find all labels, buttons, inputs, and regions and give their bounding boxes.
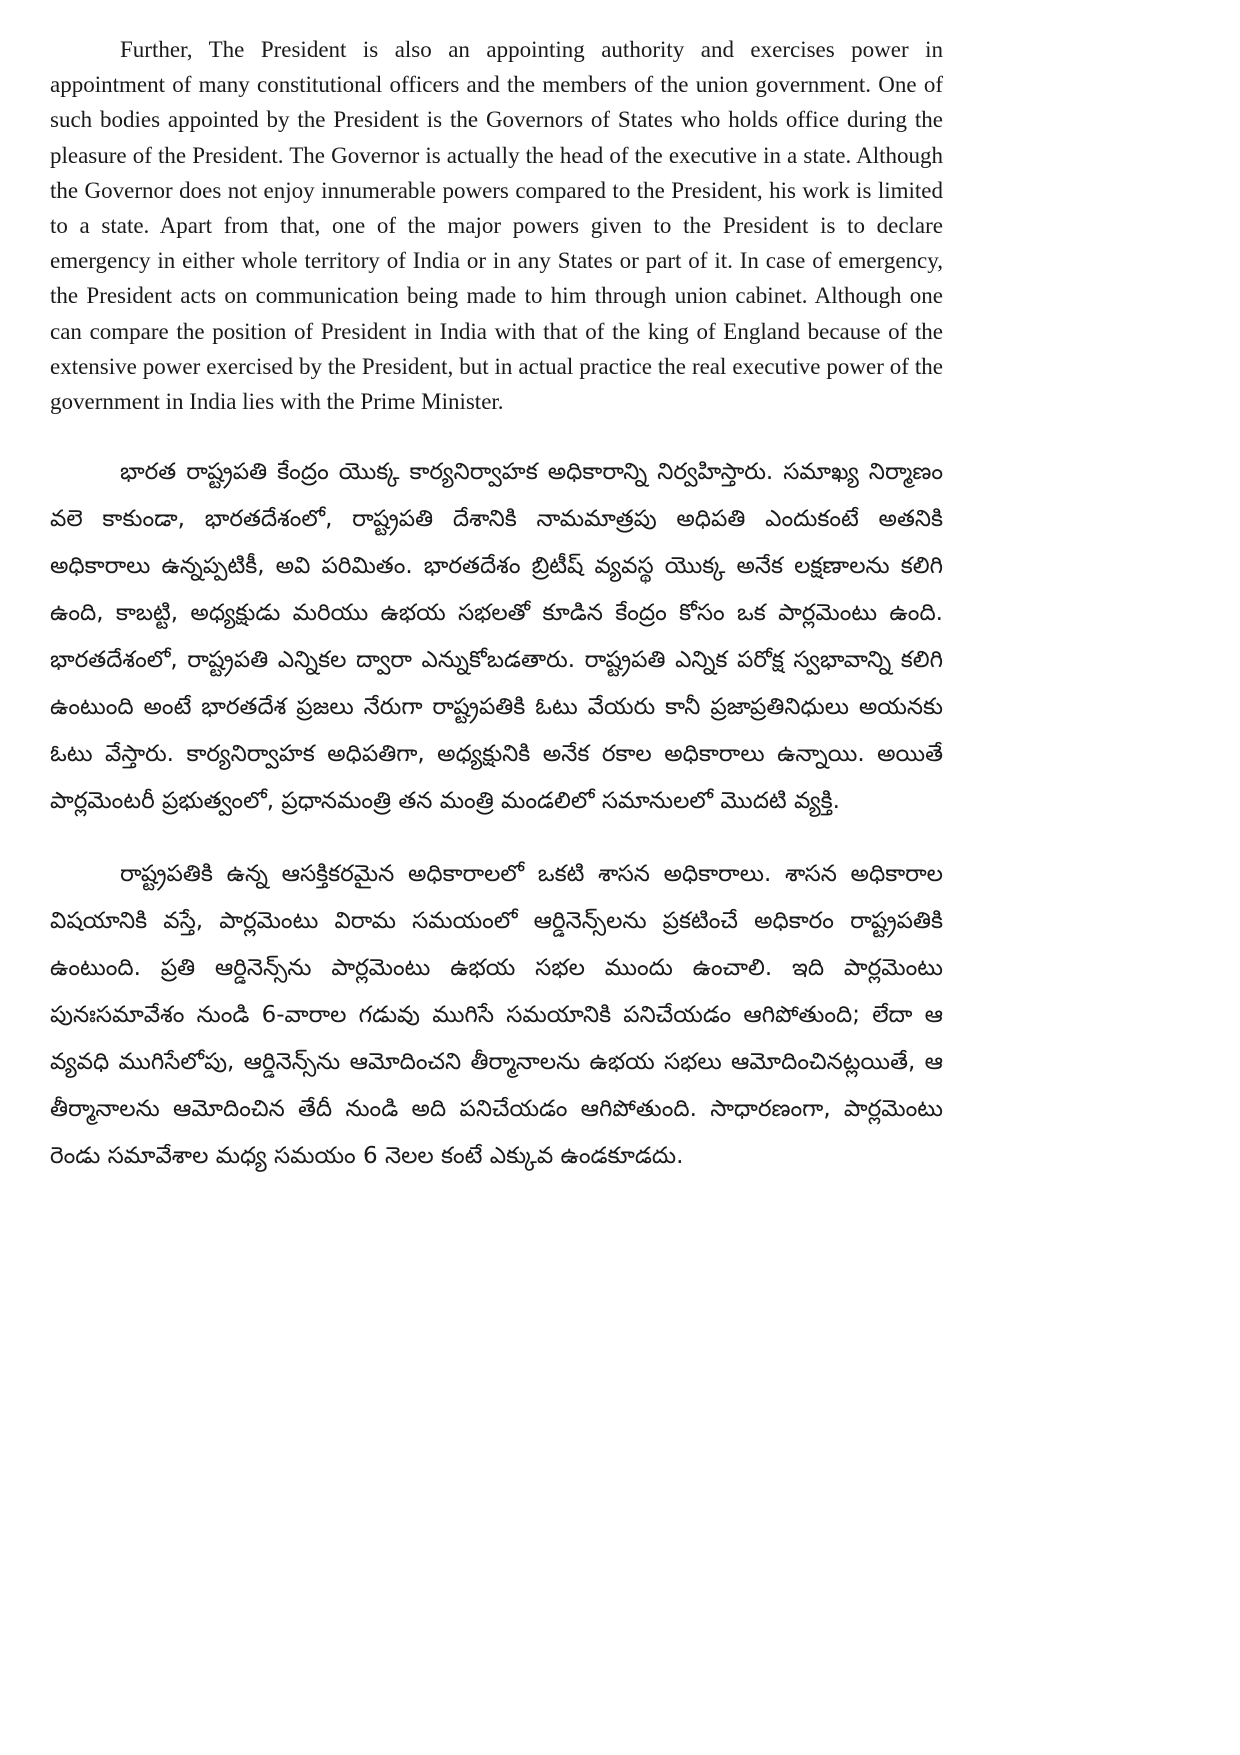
paragraph-telugu-legislative-powers: రాష్ట్రపతికి ఉన్న ఆసక్తికరమైన అధికారాలలో ఒకటి శాసన అధికారాలు. శాసన అధికారాల విషయానికి వస్తే, పార్లమెంటు విరామ సమయంలో ఆర్డినెన్స్‌లను ప్రకటించే అధికారం రాష్ట్రపతికి ఉంటుంది. ప్రతి ఆర్డినెన్స్‌ను పార్లమెంటు ఉభయ సభల ముందు ఉంచాలి. ఇది పార్లమెంటు పునఃసమావేశం నుండి 6-వారాల గడువు ముగిసే సమయానికి పనిచేయడం ఆగిపోతుంది; లేదా ఆ వ్యవధి ముగిసేలోపు, ఆర్డినెన్స్‌ను ఆమోదించని తీర్మానాలను ఉభయ సభలు ఆమోదించినట్లయితే, ఆ తీర్మానాలను ఆమోదించిన తేదీ నుండి అది పనిచేయడం ఆగిపోతుంది. సాధారణంగా, పార్లమెంటు రెండు సమావేశాల మధ్య సమయం 6 నెలల కంటే ఎక్కువ ఉండకూడదు. <box>50 861 943 1170</box>
paragraph-president-appointing-authority: Further, The President is also an appointing authority and exercises power in appointment of many constitutional officers and the members of the union government. One of such bodies appointed by the President is the Governors of States who holds office during the pleasure of the President. The Governor is actually the head of the executive in a state. Although the Governor does not enjoy innumerable powers compared to the President, his work is limited to a state. Apart from that, one of the major powers given to the President is to declare emergency in either whole territory of India or in any States or part of it. In case of emergency, the President acts on communication being made to him through union cabinet. Although one can compare the position of President in India with that of the king of England because of the extensive power exercised by the President, but in actual practice the real executive power of the government in India lies with the Prime Minister. <box>50 37 943 415</box>
paragraph-telugu-executive-power: భారత రాష్ట్రపతి కేంద్రం యొక్క కార్యనిర్వాహక అధికారాన్ని నిర్వహిస్తారు. సమాఖ్య నిర్మాణం వలె కాకుండా, భారతదేశంలో, రాష్ట్రపతి దేశానికి నామమాత్రపు అధిపతి ఎందుకంటే అతనికి అధికారాలు ఉన్నప్పటికీ, అవి పరిమితం. భారతదేశం బ్రిటీష్ వ్యవస్థ యొక్క అనేక లక్షణాలను కలిగి ఉంది, కాబట్టి, అధ్యక్షుడు మరియు ఉభయ సభలతో కూడిన కేంద్రం కోసం ఒక పార్లమెంటు ఉంది. భారతదేశంలో, రాష్ట్రపతి ఎన్నికల ద్వారా ఎన్నుకోబడతారు. రాష్ట్రపతి ఎన్నిక పరోక్ష స్వభావాన్ని కలిగి ఉంటుంది అంటే భారతదేశ ప్రజలు నేరుగా రాష్ట్రపతికి ఓటు వేయరు కానీ ప్రజాప్రతినిధులు అయనకు ఓటు వేస్తారు. కార్యనిర్వాహక అధిపతిగా, అధ్యక్షునికి అనేక రకాల అధికారాలు ఉన్నాయి. అయితే పార్లమెంటరీ ప్రభుత్వంలో, ప్రధానమంత్రి తన మంత్రి మండలిలో సమానులలో మొదటి వ్యక్తి. <box>50 459 943 815</box>
document-page <box>50 32 943 1206</box>
